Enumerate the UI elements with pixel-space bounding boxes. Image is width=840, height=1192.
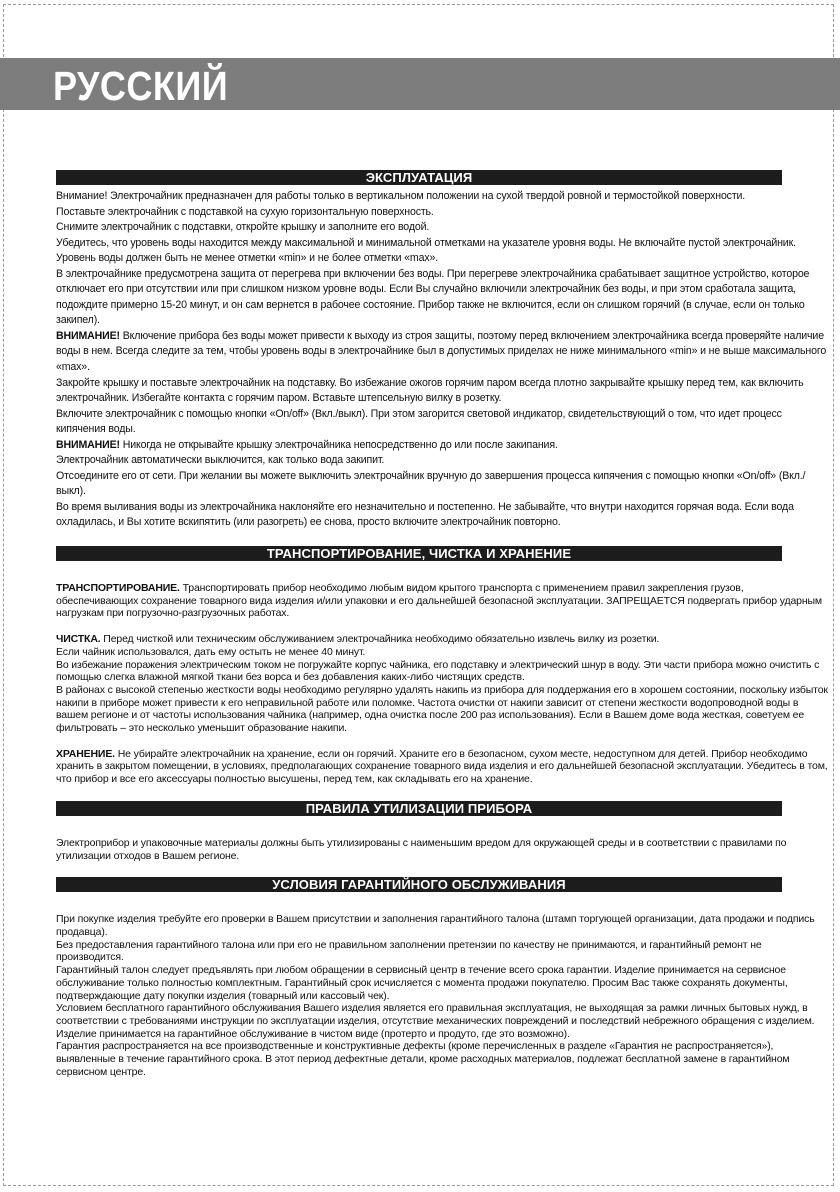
paragraph: Гарантия распространяется на все производственные и конструктивные дефекты (кроме перечисленных в разделе «Гарантия не распространяется»), выявленные в течение гарантийного срока. В этот период дефектные детали, кроме расходных материалов, подлежат бесплатной замене в гарантийном сервисном центре.: [56, 1040, 790, 1078]
section-heading: ПРАВИЛА УТИЛИЗАЦИИ ПРИБОРА: [56, 801, 782, 816]
paragraph: Гарантийный талон следует предъявлять при любом обращении в сервисный центр в течение всего срока гарантии. Изделие принимается на сервисное обслуживание только полностью комплектным. Гарантийный срок исчисляется с момента продажи покупателю. Просим Вас также сохранять документы, подтверждающие дату покупки изделия (товарный или кассовый чек).: [56, 964, 788, 1002]
section-disposal: [56, 801, 828, 862]
paragraph: Поставьте электрочайник с подставкой на сухую горизонтальную поверхность.: [56, 205, 434, 218]
paragraph: Без предоставления гарантийного талона или при его не правильном заполнении претензии по качеству не принимаются, и гарантийный ремонт не производится.: [56, 938, 762, 964]
language-title: РУССКИЙ: [53, 63, 229, 109]
paragraph: ХРАНЕНИЕ. Не убирайте электрочайник на хранение, если он горячий. Храните его в безопасном, сухом месте, недоступном для детей. Прибор необходимо хранить в закрытом помещении, в условиях, предполагающих сохранение товарного вида изделия и его дальнейшей безопасной эксплуатации. Убедитесь в том, что прибор и все его аксессуары полностью высушены, перед тем, как складывать его на хранение.: [56, 747, 828, 786]
paragraph: В районах с высокой степенью жесткости воды необходимо регулярно удалять накипь из прибора для поддержания его в хорошем состоянии, поскольку избыток накипи в приборе может привести к его неправильной работе или поломке. Частота очистки от накипи зависит от степени жесткости водопроводной воды в вашем регионе и от частоты использования чайника (например, одна очистка после 200 раз использования). Если в Вашем доме вода жесткая, советуем ее фильтровать – это несколько уменьшит образование накипи.: [56, 683, 828, 735]
paragraph-lead: ХРАНЕНИЕ.: [56, 747, 115, 760]
paragraph: При покупке изделия требуйте его проверки в Вашем присутствии и заполнения гарантийного талона (штамп торгующей организации, дата продажи и подпись продавца).: [56, 913, 815, 938]
paragraph: ЧИСТКА. Перед чисткой или техническим обслуживанием электрочайника необходимо обязательно извлечь вилку из розетки.: [56, 633, 660, 646]
warning-lead: ВНИМАНИЕ!: [56, 329, 120, 342]
section-heading: ТРАНСПОРТИРОВАНИЕ, ЧИСТКА И ХРАНЕНИЕ: [56, 546, 782, 561]
section-transport-cleaning-storage: [56, 546, 828, 786]
document-body: [56, 170, 828, 1078]
paragraph: Условием бесплатного гарантийного обслуживания Вашего изделия является его правильная эксплуатация, не выходящая за рамки личных бытовых нужд, в соответствии с требованиями инструкции по эксплуатации изделия, отсутствие механических повреждений и последствий небрежного обращения с изделием.: [56, 1002, 815, 1027]
warning-lead: ВНИМАНИЕ!: [56, 438, 120, 451]
section-warranty: [56, 877, 828, 1078]
paragraph: Снимите электрочайник с подставки, откройте крышку и заполните его водой.: [56, 221, 430, 234]
paragraph: Электроприбор и упаковочные материалы должны быть утилизированы с наименьшим вредом для окружающей среды и в соответствии с правилами по утилизации отходов в Вашем регионе.: [56, 836, 787, 862]
paragraph: Изделие принимается на гарантийное обслуживание в чистом виде (протерто и продуто, где это возможно).: [56, 1027, 570, 1040]
paragraph-lead: ЧИСТКА.: [56, 633, 101, 646]
paragraph: Включите электрочайник с помощью кнопки «On/off» (Вкл./выкл). При этом загорится световой индикатор, свидетельствующий о том, что идет процесс кипячения воды.: [56, 407, 782, 436]
paragraph: Отсоедините его от сети. При желании вы можете выключить электрочайник вручную до завершения процесса кипячения с помощью кнопки «On/off» (Вкл./выкл).: [56, 469, 806, 498]
paragraph: ВНИМАНИЕ! Включение прибора без воды может привести к выходу из строя защиты, поэтому перед включением электрочайника всегда проверяйте наличие воды в нем. Всегда следите за тем, чтобы уровень воды в электрочайнике был в допустимых приделах не ниже минимального «min» и не выше максимального «max».: [56, 329, 827, 374]
paragraph: Закройте крышку и поставьте электрочайник на подставку. Во избежание ожогов горячим паром всегда плотно закрывайте крышку перед тем, как включить электрочайник. Избегайте контакта с горячим паром. Вставьте штепсельную вилку в розетку.: [56, 376, 804, 405]
paragraph: В электрочайнике предусмотрена защита от перегрева при включении без воды. При перегреве электрочайника срабатывает защитное устройство, которое отключает его при отсутствии или при слишком низком уровне воды. Если Вы случайно включили электрочайник без воды, и при этом сработала защита, подождите примерно 15-20 минут, и он сам вернется в рабочее состояние. Прибор также не включится, если он слишком горячий (в случае, если он только закипел).: [56, 267, 810, 327]
paragraph: ВНИМАНИЕ! Никогда не открывайте крышку электрочайника непосредственно до или после закипания.: [56, 438, 558, 451]
section-heading: ЭКСПЛУАТАЦИЯ: [56, 170, 782, 185]
section-heading: УСЛОВИЯ ГАРАНТИЙНОГО ОБСЛУЖИВАНИЯ: [56, 877, 782, 892]
paragraph: Убедитесь, что уровень воды находится между максимальной и минимальной отметками на указателе уровня воды. Не включайте пустой электрочайник. Уровень воды должен быть не менее отметки «min» и не более отметки «max».: [56, 236, 796, 265]
paragraph: Во время выливания воды из электрочайника наклоняйте его незначительно и постепенно. Не забывайте, что внутри находится горячая вода. Если вода охладилась, и Вы хотите вскипятить (или разогреть) ее снова, просто включите электрочайник повторно.: [56, 500, 794, 529]
paragraph: Электрочайник автоматически выключится, как только вода закипит.: [56, 454, 385, 467]
paragraph: Внимание! Электрочайник предназначен для работы только в вертикальном положении на сухой твердой ровной и термостойкой поверхности.: [56, 190, 746, 202]
language-banner: [0, 58, 840, 110]
paragraph: ТРАНСПОРТИРОВАНИЕ. Транспортировать прибор необходимо любым видом крытого транспорта с применением правил закрепления грузов, обеспечивающих сохранение товарного вида изделия и/или упаковки и его дальнейшей безопасной эксплуатации. ЗАПРЕЩАЕТСЯ подвергать прибор ударным нагрузкам при погрузочно-разгрузочных работах.: [56, 582, 822, 620]
section-operation: [56, 170, 828, 531]
paragraph: Во избежание поражения электрическим током не погружайте корпус чайника, его подставку и электрический шнур в воду. Эти части прибора можно очистить с помощью слегка влажной мягкой ткани без ворса и без добавления каких-либо чистящих средств.: [56, 658, 820, 684]
paragraph: Если чайник использовался, дать ему остыть не менее 40 минут.: [56, 645, 366, 658]
paragraph-lead: ТРАНСПОРТИРОВАНИЕ.: [56, 582, 180, 595]
